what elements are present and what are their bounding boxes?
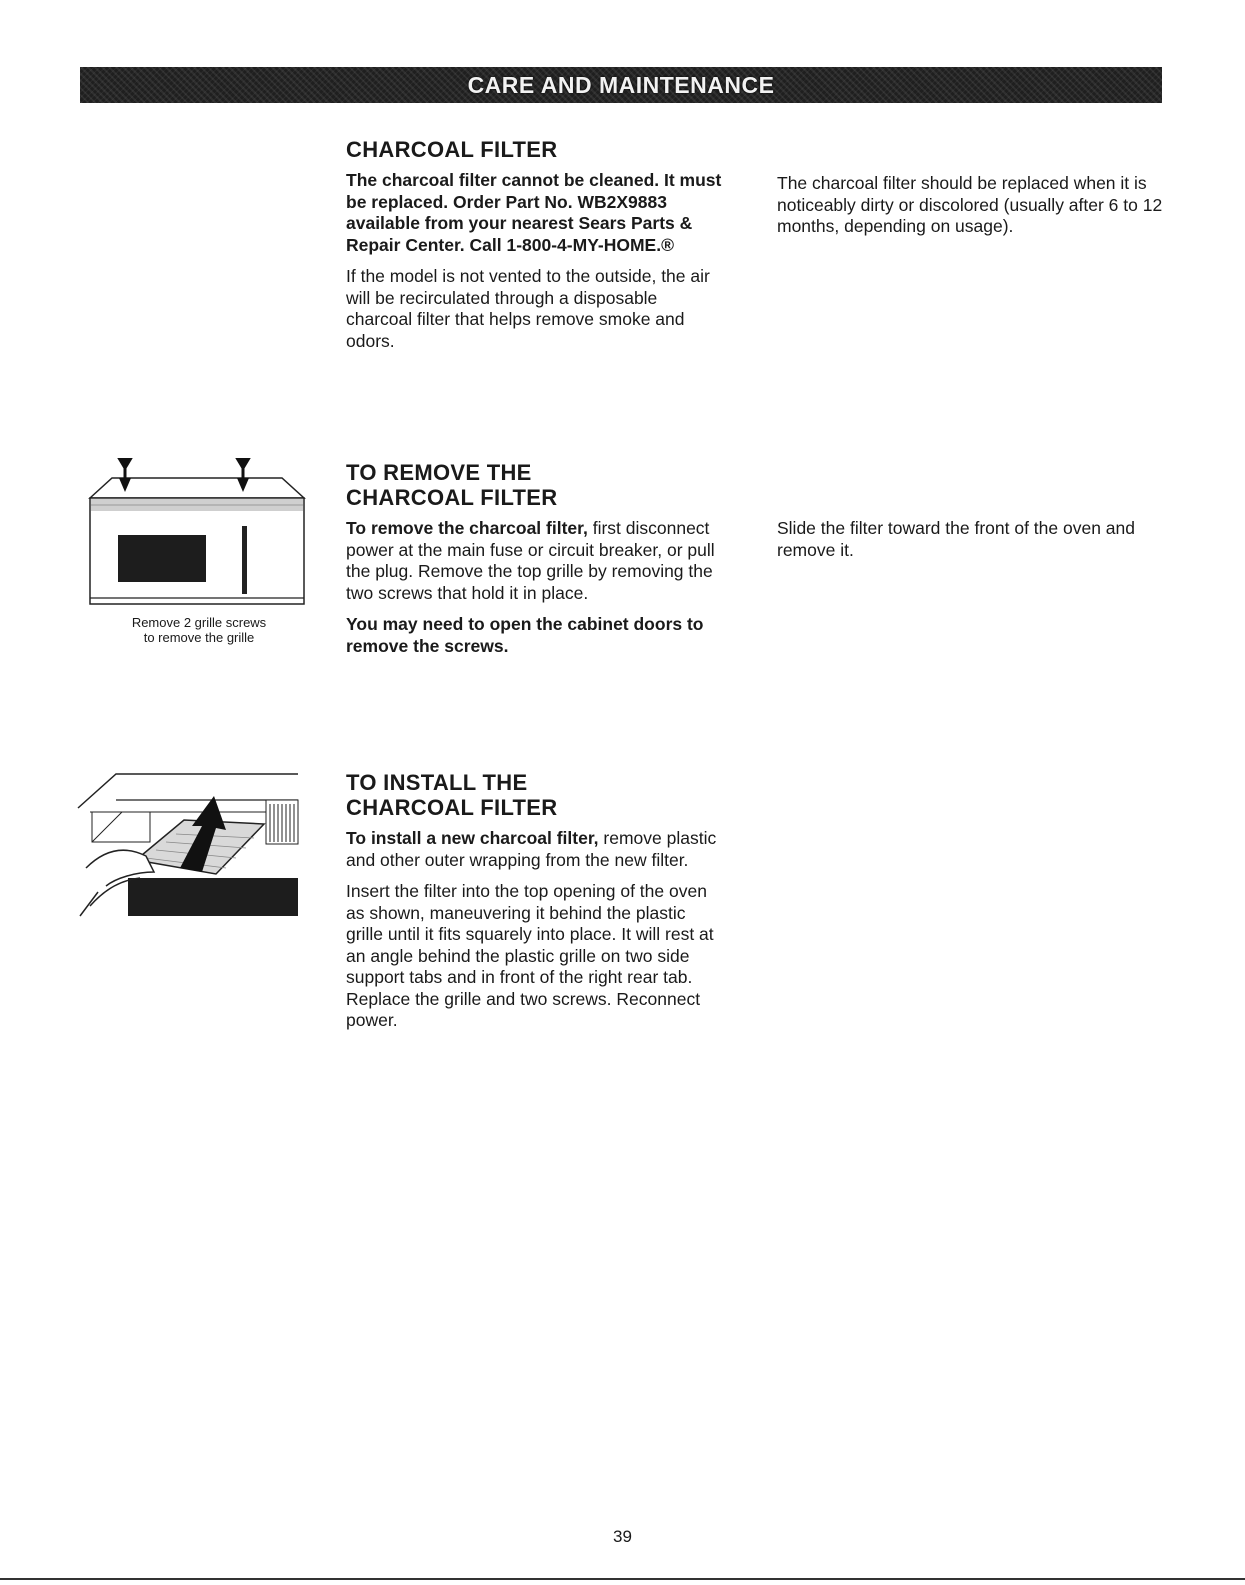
install-filter-unwrap — [346, 828, 726, 871]
section-header-bar — [80, 67, 1162, 103]
charcoal-filter-warning: The charcoal filter cannot be cleaned. It must be replaced. Order Part No. WB2X9883 available from your nearest Sears Parts & Repair Center. Call 1-800-4-MY-HOME.® — [346, 170, 722, 255]
install-filter-section — [346, 770, 726, 1042]
microwave-grille-screws-illustration — [86, 458, 308, 608]
install-filter-illustration — [76, 768, 300, 918]
remove-filter-heading — [346, 460, 726, 510]
remove-heading-line-2: CHARCOAL FILTER — [346, 485, 558, 510]
section-header-title: CARE AND MAINTENANCE — [467, 71, 775, 98]
charcoal-filter-description: If the model is not vented to the outside, the air will be recirculated through a disposable charcoal filter that helps remove smoke and odors. — [346, 266, 710, 351]
remove-filter-slide-note — [777, 518, 1167, 571]
grille-screws-caption — [94, 615, 304, 645]
remove-filter-instructions — [346, 518, 726, 604]
install-filter-insert: Insert the filter into the top opening of the oven as shown, maneuvering it behind the plastic grille until it fits squarely into place. It will rest at an angle behind the plastic grille on two side support tabs and in front of the right rear tab. Replace the grille and two screws. Reconnect power. — [346, 881, 714, 1030]
remove-instruction-text: first disconnect power at the main fuse or circuit breaker, or pull the plug. Remove the top grille by removing the two screws that hold it in place. — [346, 518, 715, 603]
remove-filter-note: You may need to open the cabinet doors to remove the screws. — [346, 614, 704, 656]
remove-lead-bold: To remove the charcoal filter, — [346, 518, 588, 538]
install-lead-bold: To install a new charcoal filter, — [346, 828, 599, 848]
charcoal-filter-heading: CHARCOAL FILTER — [346, 137, 558, 162]
charcoal-filter-section — [346, 137, 726, 362]
charcoal-filter-replace-note — [777, 173, 1167, 248]
remove-heading-line-1: TO REMOVE THE — [346, 460, 532, 485]
charcoal-filter-replace-text: The charcoal filter should be replaced when it is noticeably dirty or discolored (usually after 6 to 12 months, depending on usage). — [777, 173, 1163, 236]
install-unwrap-text: remove plastic and other outer wrapping from the new filter. — [346, 828, 717, 870]
remove-filter-slide-text: Slide the filter toward the front of the oven and remove it. — [777, 518, 1135, 560]
caption-line-1: Remove 2 grille screws — [131, 615, 267, 630]
caption-line-2: to remove the grille — [143, 630, 255, 645]
page-bottom-rule — [0, 1578, 1245, 1580]
page-number: 39 — [613, 1527, 632, 1546]
install-heading-line-1: TO INSTALL THE — [346, 770, 528, 795]
install-heading-line-2: CHARCOAL FILTER — [346, 795, 558, 820]
install-filter-heading — [346, 770, 726, 820]
remove-filter-section — [346, 460, 726, 667]
